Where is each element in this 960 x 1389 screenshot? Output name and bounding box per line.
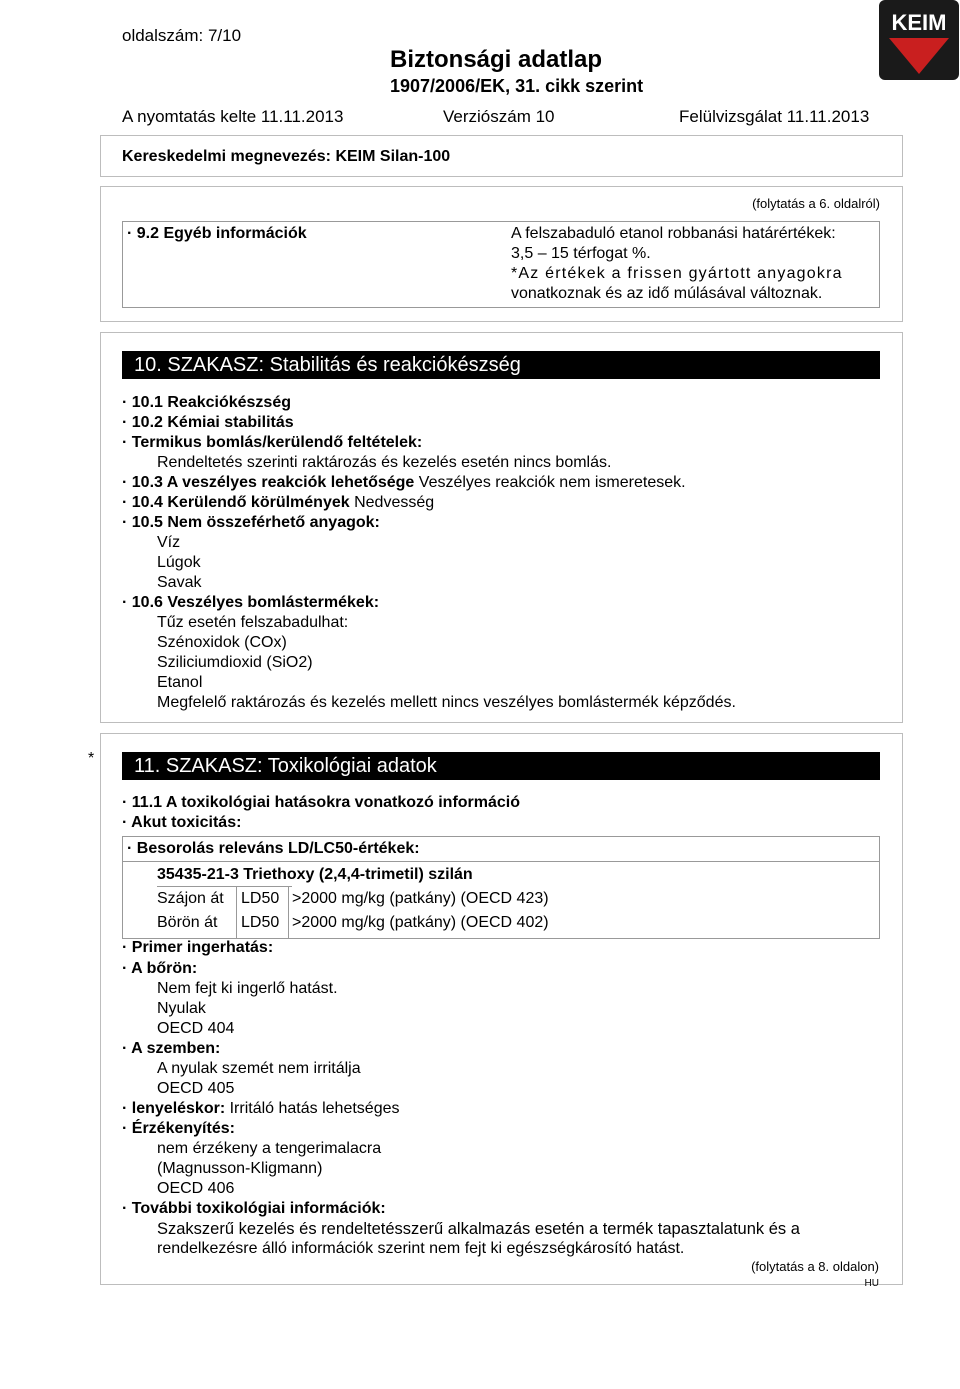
item-11-1: · 11.1 A toxikológiai hatásokra vonatkozó információ — [122, 794, 521, 811]
continued-from: (folytatás a 6. oldalról) — [752, 196, 880, 211]
trade-name-box — [100, 135, 903, 177]
section-11-box — [100, 733, 903, 1289]
section-9-2-text-2: 3,5 – 15 térfogat %. — [511, 245, 651, 262]
decomp-4: Etanol — [157, 674, 203, 691]
document-title: Biztonsági adatlap — [390, 46, 603, 73]
item-ingestion: · lenyeléskor: Irritáló hatás lehetséges — [122, 1100, 400, 1117]
continued-to: (folytatás a 8. oldalon) — [751, 1259, 879, 1274]
version-number: Verziószám 10 — [443, 107, 555, 126]
item-thermal-text: Rendeltetés szerinti raktározás és kezelés esetén nincs bomlás. — [157, 454, 612, 471]
table-row-divider — [157, 886, 292, 887]
item-skin: · A bőrön: — [122, 960, 198, 977]
skin-1: Nem fejt ki ingerlő hatást. — [157, 980, 338, 997]
decomp-2: Szénoxidok (COx) — [157, 634, 287, 651]
item-10-6: · 10.6 Veszélyes bomlástermékek: — [122, 594, 380, 611]
regulation-subtitle: 1907/2006/EK, 31. cikk szerint — [390, 76, 644, 96]
revision-date: Felülvizsgálat 11.11.2013 — [679, 107, 870, 126]
ld50-table-title: · Besorolás releváns LD/LC50-értékek: — [127, 840, 420, 857]
section-9-2-text-4: vonatkoznak és az idő múlásával változnak. — [511, 285, 823, 302]
incompatible-3: Savak — [157, 574, 202, 591]
table-row-2-type: LD50 — [241, 914, 280, 931]
section-9-box — [100, 186, 903, 322]
print-date: A nyomtatás kelte 11.11.2013 — [122, 107, 344, 126]
logo-text: KEIM — [891, 10, 947, 35]
item-10-1: · 10.1 Reakciókészség — [122, 394, 291, 411]
decomp-1: Tűz esetén felszabadulhat: — [157, 614, 349, 631]
item-acute-toxicity: · Akut toxicitás: — [122, 814, 242, 831]
item-10-4: · 10.4 Kerülendő körülmények Nedvesség — [122, 494, 435, 511]
further-2: rendelkezésre álló információk szerint nem fejt ki egészségkárosító hatást. — [157, 1240, 685, 1257]
decomp-5: Megfelelő raktározás és kezelés mellett nincs veszélyes bomlástermék képződés. — [157, 694, 736, 711]
item-further-info: · További toxikológiai információk: — [122, 1200, 386, 1217]
trade-name: Kereskedelmi megnevezés: KEIM Silan-100 — [122, 148, 451, 165]
table-row-1-value: >2000 mg/kg (patkány) (OECD 423) — [292, 890, 549, 907]
item-thermal-label: · Termikus bomlás/kerülendő feltételek: — [122, 434, 423, 451]
sens-2: (Magnusson-Kligmann) — [157, 1160, 323, 1177]
item-primary-irritation: · Primer ingerhatás: — [122, 939, 274, 956]
table-col-divider-2 — [288, 886, 289, 939]
table-col-divider-1 — [236, 886, 237, 939]
item-10-5: · 10.5 Nem összeférhető anyagok: — [122, 514, 380, 531]
section-9-2-text-3: *Az értékek a frissen gyártott anyagokra — [511, 265, 843, 282]
further-1: Szakszerű kezelés és rendeltetésszerű alkalmazás esetén a termék tapasztalatunk és a — [157, 1220, 800, 1238]
item-sensitization: · Érzékenyítés: — [122, 1120, 235, 1137]
keim-logo — [879, 0, 959, 80]
section-9-2-label: · 9.2 Egyéb információk — [127, 225, 307, 242]
eye-1: A nyulak szemét nem irritálja — [157, 1060, 361, 1077]
table-row-2-route: Börön át — [157, 914, 218, 931]
language-code: HU — [864, 1278, 879, 1289]
sens-1: nem érzékeny a tengerimalacra — [157, 1140, 382, 1157]
item-10-2: · 10.2 Kémiai stabilitás — [122, 414, 294, 431]
table-divider — [122, 861, 880, 862]
skin-2: Nyulak — [157, 1000, 206, 1017]
eye-2: OECD 405 — [157, 1080, 235, 1097]
section-10-title-bar — [122, 351, 880, 379]
table-row-1-route: Szájon át — [157, 890, 224, 907]
table-row-2-value: >2000 mg/kg (patkány) (OECD 402) — [292, 914, 549, 931]
section-9-2-text-1: A felszabaduló etanol robbanási határértékek: — [511, 225, 836, 242]
page-number: oldalszám: 7/10 — [122, 26, 242, 45]
decomp-3: Sziliciumdioxid (SiO2) — [157, 654, 313, 671]
section-11-title-bar — [122, 752, 880, 780]
incompatible-2: Lúgok — [157, 554, 201, 571]
item-10-3: · 10.3 A veszélyes reakciók lehetősége Veszélyes reakciók nem ismeretesek. — [122, 474, 686, 491]
change-marker: * — [88, 750, 95, 767]
section-11-title: 11. SZAKASZ: Toxikológiai adatok — [134, 755, 437, 777]
incompatible-1: Víz — [157, 534, 181, 551]
table-row-1-type: LD50 — [241, 890, 280, 907]
substance-name: 35435-21-3 Triethoxy (2,4,4-trimetil) szilán — [157, 866, 473, 883]
skin-3: OECD 404 — [157, 1020, 235, 1037]
sens-3: OECD 406 — [157, 1180, 235, 1197]
section-10-box — [100, 332, 903, 723]
section-10-title: 10. SZAKASZ: Stabilitás és reakciókészség — [134, 354, 521, 376]
item-eye: · A szemben: — [122, 1040, 221, 1057]
